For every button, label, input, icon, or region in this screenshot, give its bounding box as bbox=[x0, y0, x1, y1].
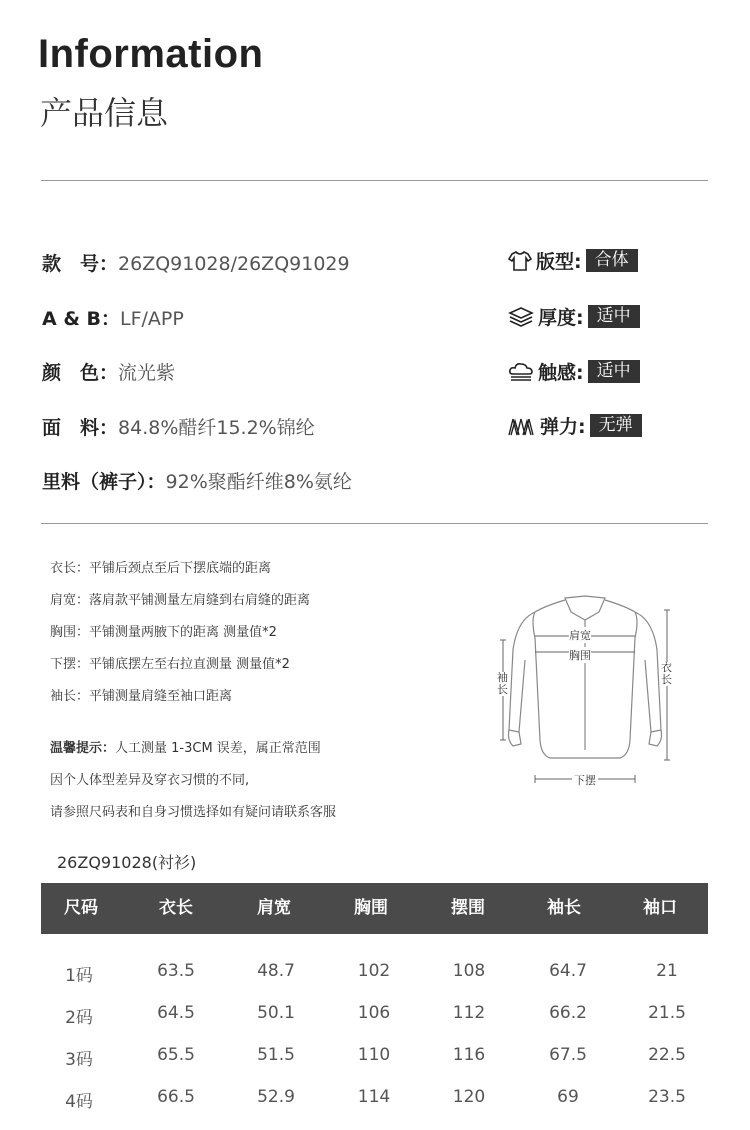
cell-hem: 120 bbox=[452, 1087, 486, 1107]
note-length: 衣长：平铺后颈点至后下摆底端的距离 bbox=[50, 561, 272, 576]
diagram-label-shoulder: 肩宽 bbox=[569, 629, 591, 642]
cell-cuff: 21.5 bbox=[648, 1003, 686, 1023]
spec-lining bbox=[42, 467, 352, 494]
divider-middle bbox=[41, 523, 708, 524]
cell-chest: 110 bbox=[357, 1045, 391, 1065]
cell-length: 65.5 bbox=[157, 1045, 195, 1065]
spec-label: 款 号： bbox=[42, 253, 119, 275]
title-english: Information bbox=[38, 32, 264, 76]
spec-value: 26ZQ91028/26ZQ91029 bbox=[118, 253, 350, 275]
cell-hem: 116 bbox=[452, 1045, 486, 1065]
attr-fit bbox=[508, 247, 638, 274]
attr-touch bbox=[508, 358, 640, 385]
attr-label: 厚度: bbox=[538, 307, 584, 329]
diagram-label-hem: 下摆 bbox=[574, 774, 596, 787]
spec-style-number bbox=[42, 249, 350, 276]
cell-sleeve: 64.7 bbox=[549, 961, 587, 981]
cell-sleeve: 66.2 bbox=[549, 1003, 587, 1023]
header-size: 尺码 bbox=[64, 898, 98, 918]
cell-chest: 106 bbox=[357, 1003, 391, 1023]
header-length: 衣长 bbox=[159, 898, 193, 918]
spring-icon bbox=[508, 415, 536, 437]
cell-chest: 102 bbox=[357, 961, 391, 981]
attr-label: 触感: bbox=[538, 362, 584, 384]
spec-value: 流光紫 bbox=[118, 362, 176, 384]
cell-hem: 112 bbox=[452, 1003, 486, 1023]
spec-fabric bbox=[42, 413, 315, 440]
diagram-label-length: 衣长 bbox=[661, 661, 672, 686]
cell-sleeve: 69 bbox=[557, 1087, 579, 1107]
note-sleeve: 袖长：平铺测量肩缝至袖口距离 bbox=[50, 689, 233, 704]
cell-shoulder: 51.5 bbox=[257, 1045, 295, 1065]
tip-line-3: 请参照尺码表和自身习惯选择如有疑问请联系客服 bbox=[50, 805, 337, 820]
cell-cuff: 23.5 bbox=[648, 1087, 686, 1107]
spec-label: A & B： bbox=[42, 308, 120, 330]
table-row bbox=[41, 1087, 708, 1112]
cell-shoulder: 50.1 bbox=[257, 1003, 295, 1023]
tip-line-2: 因个人体型差异及穿衣习惯的不同, bbox=[50, 773, 250, 788]
shirt-icon bbox=[508, 250, 532, 272]
note-shoulder: 肩宽：落肩款平铺测量左肩缝到右肩缝的距离 bbox=[50, 593, 311, 608]
spec-label: 颜 色： bbox=[42, 362, 119, 384]
header-chest: 胸围 bbox=[354, 898, 388, 918]
cell-shoulder: 52.9 bbox=[257, 1087, 295, 1107]
table-row bbox=[41, 961, 708, 986]
divider-top bbox=[41, 180, 708, 181]
tip-line-1 bbox=[50, 737, 321, 756]
attr-badge: 合体 bbox=[586, 249, 638, 272]
attr-badge: 适中 bbox=[588, 360, 640, 383]
shirt-measurement-diagram bbox=[495, 590, 675, 790]
header-hem: 摆围 bbox=[451, 898, 485, 918]
cell-sleeve: 67.5 bbox=[549, 1045, 587, 1065]
cell-size: 1码 bbox=[65, 966, 93, 986]
spec-ab bbox=[42, 304, 184, 331]
header-cuff: 袖口 bbox=[643, 898, 677, 918]
cell-hem: 108 bbox=[452, 961, 486, 981]
cell-shoulder: 48.7 bbox=[257, 961, 295, 981]
spec-value: LF/APP bbox=[120, 308, 184, 330]
header-sleeve: 袖长 bbox=[547, 898, 581, 918]
attr-label: 版型: bbox=[536, 251, 582, 273]
attr-stretch bbox=[508, 412, 642, 439]
cell-length: 63.5 bbox=[157, 961, 195, 981]
spec-label: 里料（裤子）： bbox=[42, 471, 166, 493]
cell-chest: 114 bbox=[357, 1087, 391, 1107]
diagram-label-chest: 胸围 bbox=[569, 649, 591, 662]
cell-size: 4码 bbox=[65, 1092, 93, 1112]
table-row bbox=[41, 1003, 708, 1028]
attr-badge: 无弹 bbox=[590, 414, 642, 437]
cloud-icon bbox=[508, 361, 534, 383]
spec-value: 92%聚酯纤维8%氨纶 bbox=[165, 471, 352, 493]
note-chest: 胸围：平铺测量两腋下的距离 测量值*2 bbox=[50, 625, 277, 640]
layers-icon bbox=[508, 306, 534, 328]
spec-color bbox=[42, 358, 175, 385]
note-hem: 下摆：平铺底摆左至右拉直测量 测量值*2 bbox=[50, 657, 290, 672]
cell-cuff: 21 bbox=[656, 961, 678, 981]
spec-label: 面 料： bbox=[42, 417, 119, 439]
attr-badge: 适中 bbox=[588, 305, 640, 328]
size-table-header bbox=[41, 883, 708, 934]
cell-length: 66.5 bbox=[157, 1087, 195, 1107]
size-table-title: 26ZQ91028(衬衫) bbox=[57, 853, 197, 872]
cell-size: 3码 bbox=[65, 1050, 93, 1070]
title-chinese: 产品信息 bbox=[40, 94, 169, 132]
header-shoulder: 肩宽 bbox=[257, 898, 291, 918]
spec-value: 84.8%醋纤15.2%锦纶 bbox=[118, 417, 315, 439]
tip-text: 人工测量 1-3CM 误差，属正常范围 bbox=[115, 741, 321, 756]
diagram-label-sleeve: 袖长 bbox=[497, 671, 508, 696]
cell-size: 2码 bbox=[65, 1008, 93, 1028]
cell-cuff: 22.5 bbox=[648, 1045, 686, 1065]
attr-thickness bbox=[508, 303, 640, 330]
attr-label: 弹力: bbox=[540, 416, 586, 438]
cell-length: 64.5 bbox=[157, 1003, 195, 1023]
table-row bbox=[41, 1045, 708, 1070]
tip-label: 温馨提示： bbox=[50, 741, 116, 756]
